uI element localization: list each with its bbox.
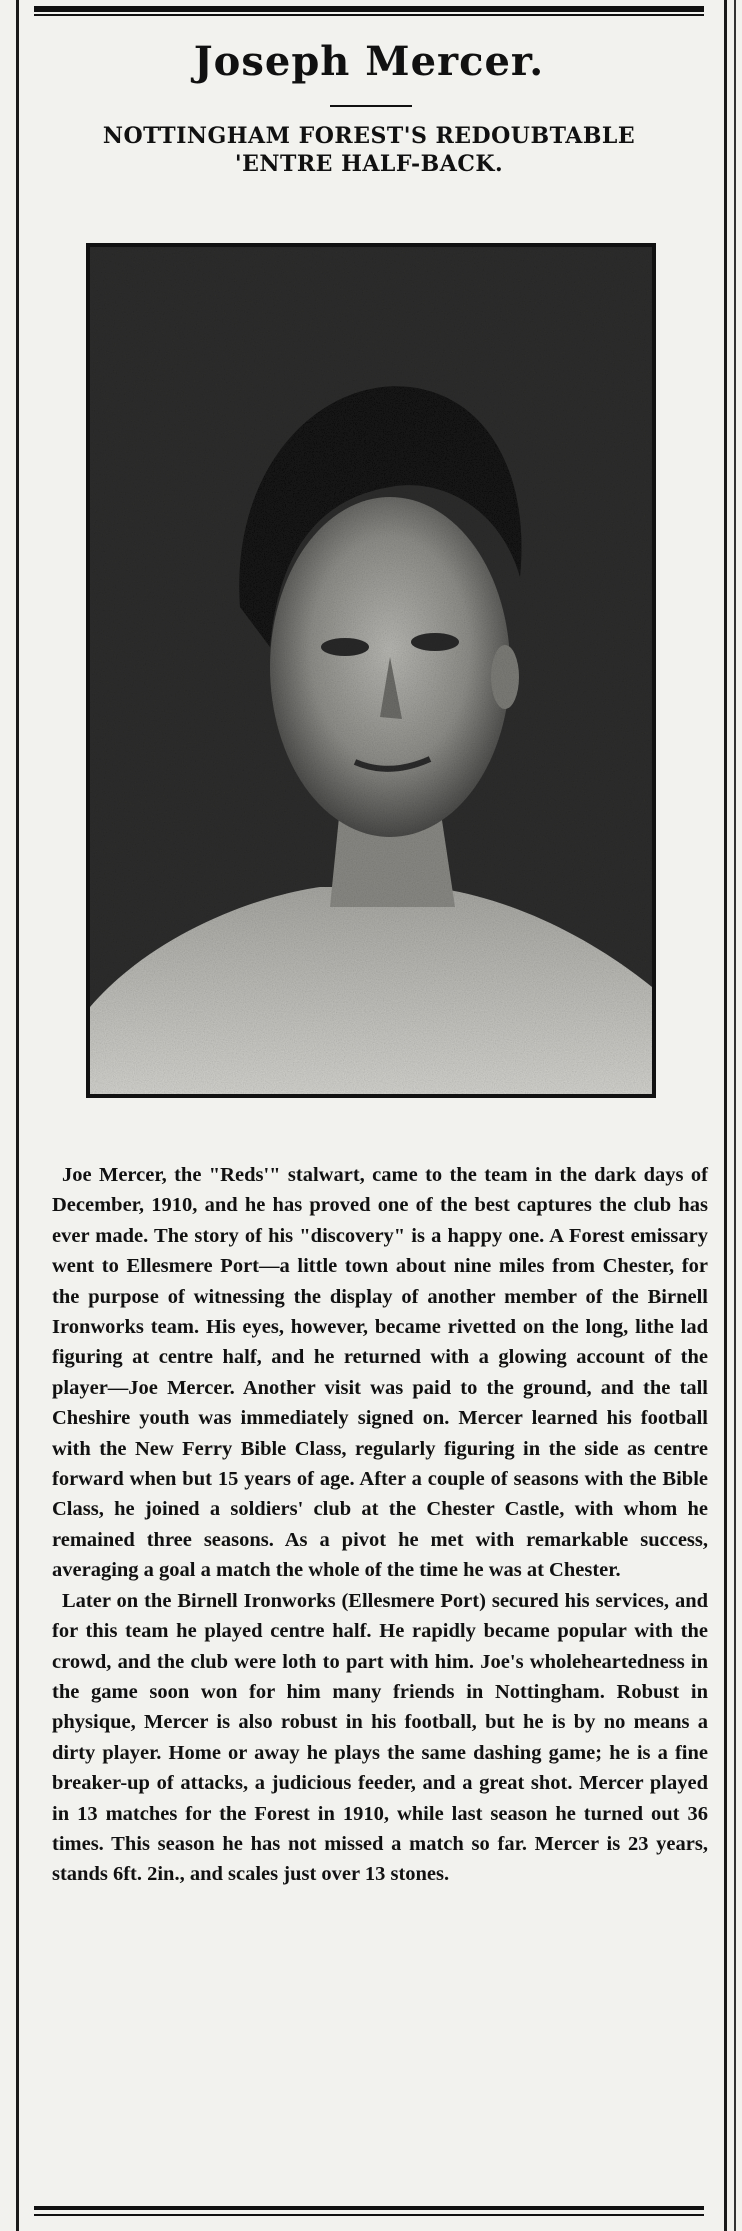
top-double-rule	[34, 6, 704, 12]
subtitle-line-1: NOTTINGHAM FOREST'S REDOUBTABLE	[102, 123, 636, 149]
article-body	[52, 1160, 708, 1890]
bottom-double-rule-lower	[34, 2214, 704, 2216]
column-rule-right	[724, 0, 727, 2231]
bottom-double-rule	[34, 2206, 704, 2210]
article-subtitle	[54, 122, 684, 178]
title-divider	[330, 105, 412, 107]
paragraph-1: Joe Mercer, the "Reds'" stalwart, came to the team in the dark days of December, 1910, and he has proved one of the best captures the club has ever made. The story of his "discovery" is a happy one. A Forest emissary went to Ellesmere Port—a little town about nine miles from Chester, for the purpose of witnessing the display of another member of the Birnell Ironworks team. His eyes, however, became rivetted on the long, lithe lad figuring at centre half, and he returned with a glowing account of the player—Joe Mercer. Another visit was paid to the ground, and the tall Cheshire youth was immediately signed on. Mercer learned his football with the New Ferry Bible Class, regularly figuring in the side as centre forward when but 15 years of age. After a couple of seasons with the Bible Class, he joined a soldiers' club at the Chester Castle, with whom he remained three seasons. As a pivot he met with remarkable success, averaging a goal a match the whole of the time he was at Chester.	[52, 1164, 708, 1582]
article-title: Joseph Mercer.	[193, 38, 545, 85]
top-double-rule-lower	[34, 14, 704, 16]
column-rule-right-outer	[734, 0, 736, 2231]
paragraph-2: Later on the Birnell Ironworks (Ellesmere Port) secured his services, and for this team he played centre half. He rapidly became popular with the crowd, and the club were loth to part with him. Joe's wholeheartedness in the game soon won for him many friends in Nottingham. Robust in physique, Mercer is also robust in his football, but he is by no means a dirty player. Home or away he plays the same dashing game; he is a fine breaker-up of attacks, a judicious feeder, and a great shot. Mercer played in 13 matches for the Forest in 1910, while last season he turned out 36 times. This season he has not missed a match so far. Mercer is 23 years, stands 6ft. 2in., and scales just over 13 stones.	[52, 1589, 708, 1886]
subtitle-line-2: 'ENTRE HALF-BACK.	[234, 151, 504, 177]
portrait-photo-icon	[86, 243, 656, 1098]
column-rule-left	[16, 0, 19, 2231]
